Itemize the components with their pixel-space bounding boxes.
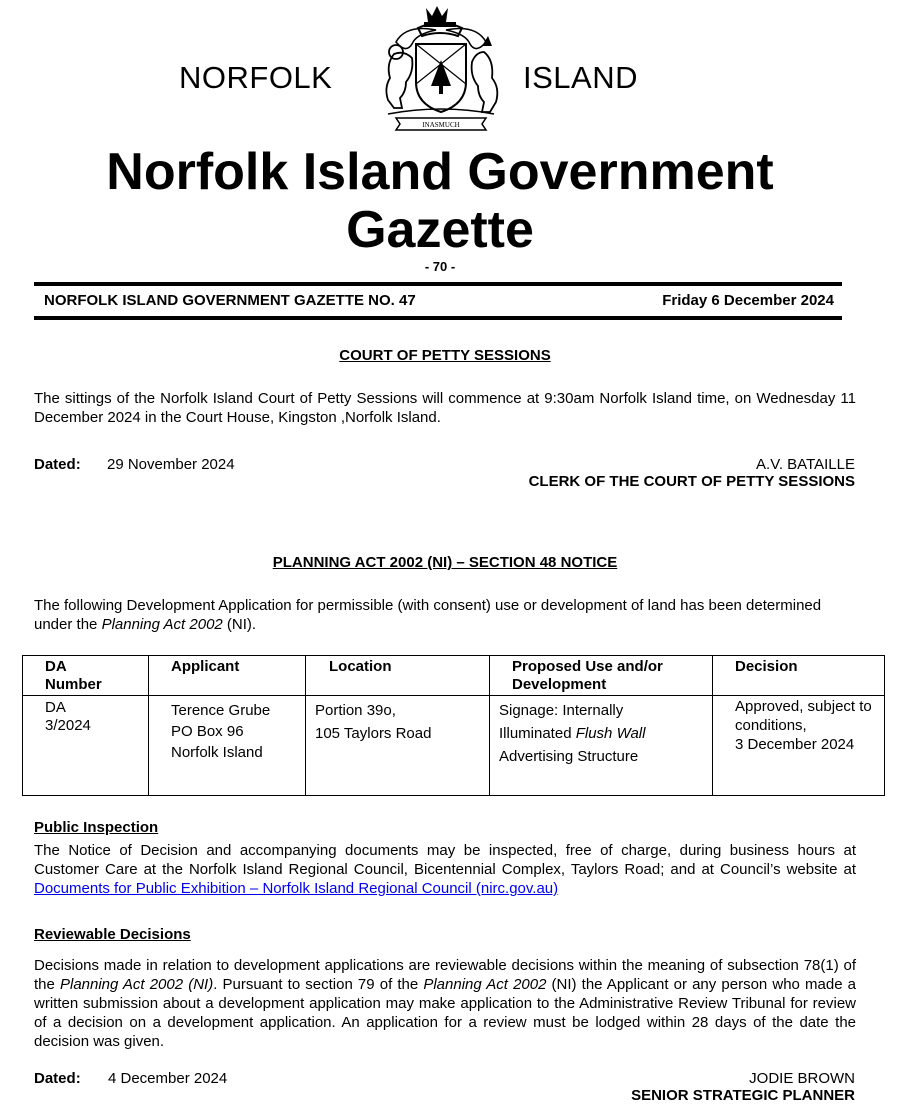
dated-label: Dated (34, 456, 76, 473)
court-dated-value: 29 November 2024 (107, 456, 235, 473)
gazette-number: NORFOLK ISLAND GOVERNMENT GAZETTE NO. 47 (44, 292, 416, 309)
signatory-name: JODIE BROWN (749, 1070, 855, 1087)
masthead-left-word: NORFOLK (179, 60, 333, 95)
gazette-date: Friday 6 December 2024 (662, 292, 834, 309)
reviewable-text-1: Decisions made in relation to development applications are reviewable decisions within the meaning of subsection 78(1) of the (34, 957, 856, 993)
reviewable-text-2: . Pursuant to section 79 of the (213, 976, 424, 993)
col-header-applicant: Applicant (149, 656, 306, 696)
court-dated-row: Dated: 29 November 2024 (34, 456, 235, 473)
planning-dated-value: 4 December 2024 (108, 1070, 228, 1087)
intro-text: The following Development Application for permissible (with consent) use or development of land has been determined under the (34, 597, 822, 633)
col-header-da-number: DA Number (23, 656, 149, 696)
public-inspection-heading: Public Inspection (34, 819, 159, 836)
page-number: - 70 - (424, 259, 456, 274)
intro-act-name: Planning Act 2002 (101, 616, 223, 633)
court-signatory (529, 456, 855, 490)
planning-heading: PLANNING ACT 2002 (NI) – SECTION 48 NOTICE (272, 554, 618, 571)
col-header-decision: Decision (713, 656, 885, 696)
cell-location: Portion 39o, 105 Taylors Road (306, 696, 490, 796)
court-heading: COURT OF PETTY SESSIONS (339, 347, 551, 364)
gazette-title-line-2: Gazette (346, 201, 534, 259)
bottom-rule (34, 316, 842, 320)
public-inspection-text: The Notice of Decision and accompanying documents may be inspected, free of charge, during business hours at Customer Care at the Norfolk Island Regional Council, Bicentennial Complex, Taylors Road; and at Council’s website at (34, 842, 856, 878)
signatory-title: SENIOR STRATEGIC PLANNER (631, 1087, 855, 1104)
col-header-location: Location (306, 656, 490, 696)
development-application-table (22, 655, 885, 796)
public-exhibition-link[interactable]: Documents for Public Exhibition – Norfolk Island Regional Council (nirc.gov.au) (34, 880, 559, 897)
reviewable-decisions-body (34, 956, 856, 1051)
table-row (23, 696, 885, 796)
gazette-info-band (44, 292, 834, 309)
cell-decision: Approved, subject to conditions, 3 December 2024 (713, 696, 885, 796)
masthead-right-word: ISLAND (523, 60, 638, 95)
court-notice-body: The sittings of the Norfolk Island Court of Petty Sessions will commence at 9:30am Norfolk Island time, on Wednesday 11 December 2024 in the Court House, Kingston ,Norfolk Island. (34, 390, 856, 426)
signatory-title: CLERK OF THE COURT OF PETTY SESSIONS (528, 473, 855, 490)
reviewable-act-2: Planning Act 2002 (423, 976, 547, 993)
col-header-proposed-use: Proposed Use and/or Development (490, 656, 713, 696)
cell-proposed-use: Signage: Internally Illuminated Flush Wall Advertising Structure (490, 696, 713, 796)
planning-signatory (631, 1070, 855, 1104)
public-inspection-body (34, 841, 856, 898)
coat-of-arms-crest (366, 2, 516, 134)
cell-applicant: Terence Grube PO Box 96 Norfolk Island (149, 696, 306, 796)
planning-intro (34, 596, 856, 634)
gazette-title-line-1: Norfolk Island Government (106, 143, 774, 201)
table-header-row (23, 656, 885, 696)
top-rule (34, 282, 842, 286)
signatory-name: A.V. BATAILLE (756, 456, 855, 473)
reviewable-act-1: Planning Act 2002 (NI) (59, 976, 214, 993)
reviewable-text-3: (NI) the Applicant or any person who made a written submission about a development application may make application to the Administrative Review Tribunal for review of a decision on a development application. An application for a review must be lodged within 28 days of the date the decision was given. (34, 976, 856, 1050)
crest-motto: INASMUCH (422, 121, 460, 129)
reviewable-decisions-heading: Reviewable Decisions (34, 926, 191, 943)
cell-da-number: DA 3/2024 (23, 696, 149, 796)
intro-text-end: (NI). (222, 616, 257, 633)
planning-dated-row: Dated: 4 December 2024 (34, 1070, 228, 1087)
dated-label: Dated (34, 1070, 76, 1087)
